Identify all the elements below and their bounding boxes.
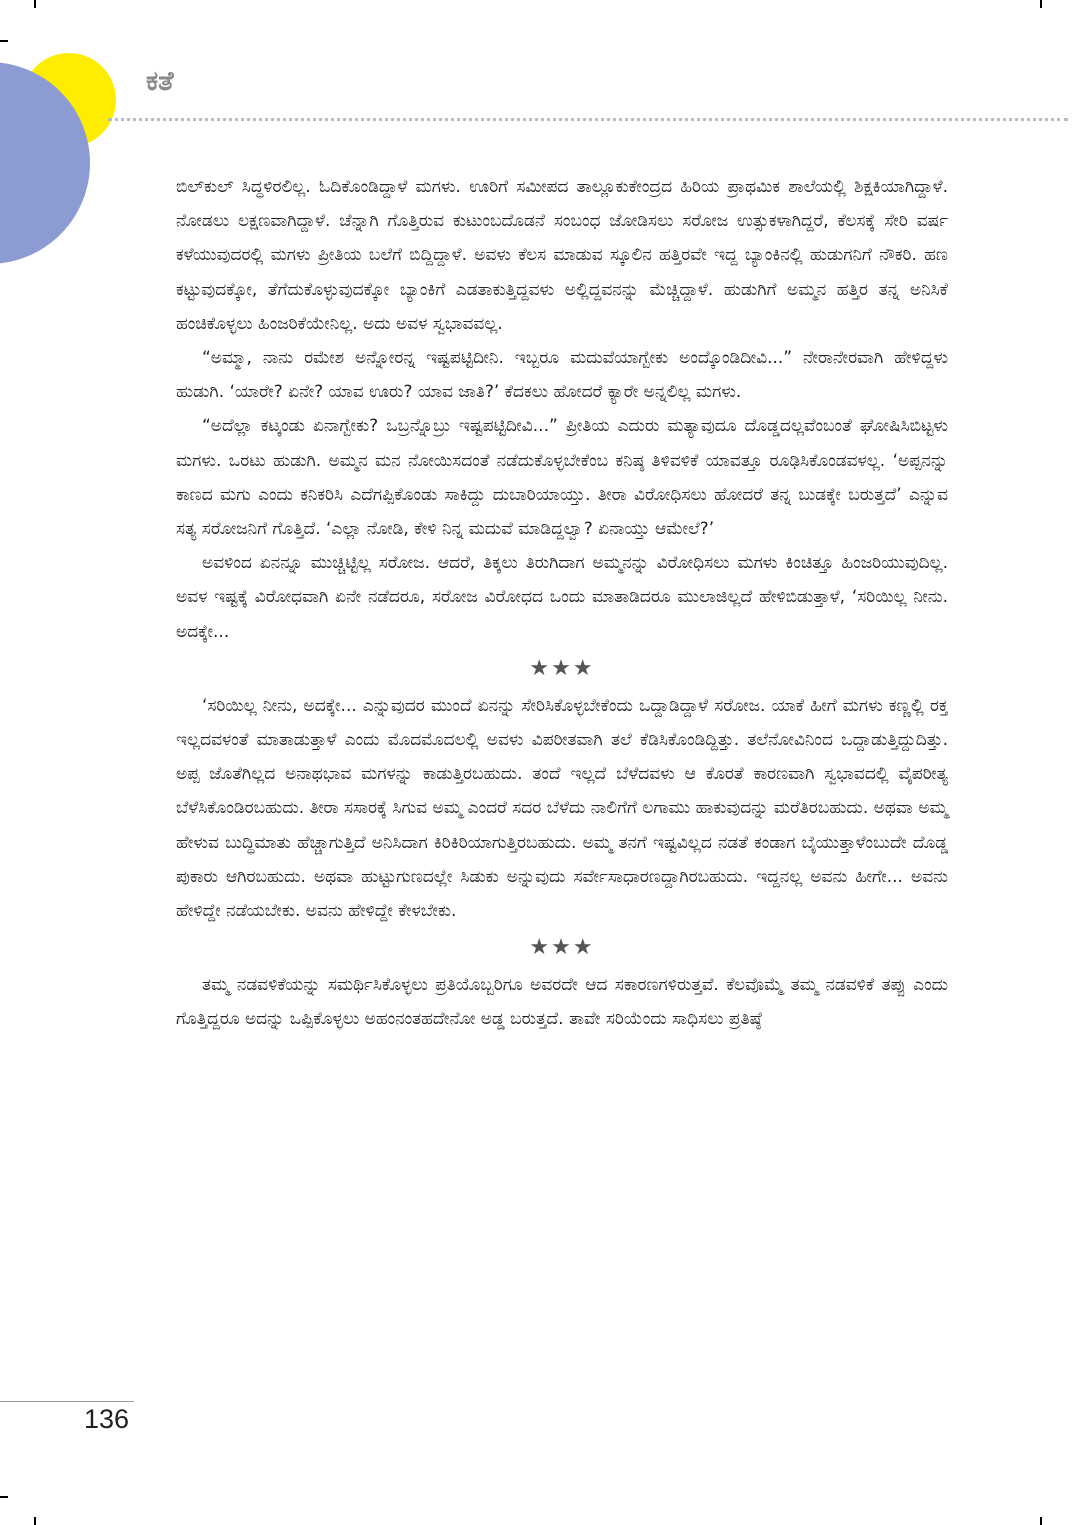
page-number: 136 (84, 1404, 130, 1434)
paragraph-2: “ಅಮ್ಮಾ, ನಾನು ರಮೇಶ ಅನ್ನೋರನ್ನ ಇಷ್ಟಪಟ್ಟಿದೀನಿ. ಇಬ್ಬರೂ ಮದುವೆಯಾಗ್ಬೇಕು ಅಂದ್ಕೊಂಡಿದೀವಿ...” ನೇರಾನೇರವಾಗಿ ಹೇಳಿದ್ದಳು ಹುಡುಗಿ. ‘ಯಾರೇ? ಏನೇ? ಯಾವ ಊರು? ಯಾವ ಜಾತಿ?’ ಕೆದಕಲು ಹೋದರೆ ಕ್ಯಾರೇ ಅನ್ನಲಿಲ್ಲ ಮಗಳು. (176, 348, 948, 403)
paragraph-3: “ಅದೆಲ್ಲಾ ಕಟ್ಕಂಡು ಏನಾಗ್ಬೇಕು? ಒಬ್ರನ್ನೊಬ್ರು ಇಷ್ಟಪಟ್ಟಿದೀವಿ...” ಪ್ರೀತಿಯ ಎದುರು ಮತ್ಯಾವುದೂ ದೊಡ್ಡದಲ್ಲವೆಂಬಂತೆ ಘೋಷಿಸಿಬಿಟ್ಟಳು ಮಗಳು. ಒರಟು ಹುಡುಗಿ. ಅಮ್ಮನ ಮನ ನೋಯಿಸದಂತೆ ನಡೆದುಕೊಳ್ಳಬೇಕೆಂಬ ಕನಿಷ್ಠ ತಿಳಿವಳಿಕೆ ಯಾವತ್ತೂ ರೂಢಿಸಿಕೊಂಡವಳಲ್ಲ. ‘ಅಪ್ಪನನ್ನು ಕಾಣದ ಮಗು ಎಂದು ಕನಿಕರಿಸಿ ಎದೆಗಪ್ಪಿಕೊಂಡು ಸಾಕಿದ್ದು ದುಬಾರಿಯಾಯ್ತು. ತೀರಾ ವಿರೋಧಿಸಲು ಹೋದರೆ ತನ್ನ ಬುಡಕ್ಕೇ ಬರುತ್ತದೆ’ ಎನ್ನುವ ಸತ್ಯ ಸರೋಜನಿಗೆ ಗೊತ್ತಿದೆ. ‘ಎಲ್ಲಾ ನೋಡಿ, ಕೇಳಿ ನಿನ್ನ ಮದುವೆ ಮಾಡಿದ್ದಲ್ವಾ? ಏನಾಯ್ತು ಆಮೇಲೆ?’ (176, 416, 948, 540)
crop-mark (34, 1517, 36, 1525)
section-title: ಕತೆ (146, 66, 174, 97)
crop-mark (0, 1496, 8, 1498)
footer-divider (0, 1401, 134, 1402)
paragraph-1: ಬಿಲ್‌ಕುಲ್ ಸಿದ್ಧಳಿರಲಿಲ್ಲ. ಓದಿಕೊಂಡಿದ್ದಾಳೆ ಮಗಳು. ಊರಿಗೆ ಸಮೀಪದ ತಾಲ್ಲೂಕುಕೇಂದ್ರದ ಹಿರಿಯ ಪ್ರಾಥಮಿಕ ಶಾಲೆಯಲ್ಲಿ ಶಿಕ್ಷಕಿಯಾಗಿದ್ದಾಳೆ. ನೋಡಲು ಲಕ್ಷಣವಾಗಿದ್ದಾಳೆ. ಚೆನ್ನಾಗಿ ಗೊತ್ತಿರುವ ಕುಟುಂಬದೊಡನೆ ಸಂಬಂಧ ಜೋಡಿಸಲು ಸರೋಜ ಉತ್ಸುಕಳಾಗಿದ್ದರೆ, ಕೆಲಸಕ್ಕೆ ಸೇರಿ ವರ್ಷ ಕಳೆಯುವುದರಲ್ಲಿ ಮಗಳು ಪ್ರೀತಿಯ ಬಲೆಗೆ ಬಿದ್ದಿದ್ದಾಳೆ. ಅವಳು ಕೆಲಸ ಮಾಡುವ ಸ್ಕೂಲಿನ ಹತ್ತಿರವೇ ಇದ್ದ ಬ್ಯಾಂಕಿನಲ್ಲಿ ಹುಡುಗನಿಗೆ ನೌಕರಿ. ಹಣ ಕಟ್ಟುವುದಕ್ಕೋ, ತೆಗೆದುಕೊಳ್ಳುವುದಕ್ಕೋ ಬ್ಯಾಂಕಿಗೆ ಎಡತಾಕುತ್ತಿದ್ದವಳು ಅಲ್ಲಿದ್ದವನನ್ನು ಮೆಚ್ಚಿದ್ದಾಳೆ. ಹುಡುಗಿಗೆ ಅಮ್ಮನ ಹತ್ತಿರ ತನ್ನ ಅನಿಸಿಕೆ ಹಂಚಿಕೊಳ್ಳಲು ಹಿಂಜರಿಕೆಯೇನಿಲ್ಲ. ಅದು ಅವಳ ಸ್ವಭಾವವಲ್ಲ. (176, 177, 948, 334)
crop-mark (0, 40, 8, 42)
header-divider (108, 118, 1068, 121)
section-separator: ★★★ (529, 935, 595, 961)
paragraph-4: ಅವಳಿಂದ ಏನನ್ನೂ ಮುಚ್ಚಿಟ್ಟಿಲ್ಲ ಸರೋಜ. ಆದರೆ, ತಿಕ್ಕಲು ತಿರುಗಿದಾಗ ಅಮ್ಮನನ್ನು ವಿರೋಧಿಸಲು ಮಗಳು ಕಿಂಚಿತ್ತೂ ಹಿಂಜರಿಯುವುದಿಲ್ಲ. ಅವಳ ಇಷ್ಟಕ್ಕೆ ವಿರೋಧವಾಗಿ ಏನೇ ನಡೆದರೂ, ಸರೋಜ ವಿರೋಧದ ಒಂದು ಮಾತಾಡಿದರೂ ಮುಲಾಜಿಲ್ಲದೆ ಹೇಳಿಬಿಡುತ್ತಾಳೆ, ‘ಸರಿಯಿಲ್ಲ ನೀನು. ಅದಕ್ಕೇ... (176, 553, 948, 642)
story-body (176, 170, 948, 1037)
paragraph-5: ‘ಸರಿಯಿಲ್ಲ ನೀನು, ಅದಕ್ಕೇ... ಎನ್ನುವುದರ ಮುಂದೆ ಏನನ್ನು ಸೇರಿಸಿಕೊಳ್ಳಬೇಕೆಂದು ಒದ್ದಾಡಿದ್ದಾಳೆ ಸರೋಜ. ಯಾಕೆ ಹೀಗೆ ಮಗಳು ಕಣ್ಣಲ್ಲಿ ರಕ್ತ ಇಲ್ಲದವಳಂತೆ ಮಾತಾಡುತ್ತಾಳೆ ಎಂದು ಮೊದಮೊದಲಲ್ಲಿ ಅವಳು ವಿಪರೀತವಾಗಿ ತಲೆ ಕೆಡಿಸಿಕೊಂಡಿದ್ದಿತ್ತು. ತಲೆನೋವಿನಿಂದ ಒದ್ದಾಡುತ್ತಿದ್ದುದಿತ್ತು. ಅಪ್ಪ ಜೊತೆಗಿಲ್ಲದ ಅನಾಥಭಾವ ಮಗಳನ್ನು ಕಾಡುತ್ತಿರಬಹುದು. ತಂದೆ ಇಲ್ಲದೆ ಬೆಳೆದವಳು ಆ ಕೊರತೆ ಕಾರಣವಾಗಿ ಸ್ವಭಾವದಲ್ಲಿ ವೈಪರೀತ್ಯ ಬೆಳೆಸಿಕೊಂಡಿರಬಹುದು. ತೀರಾ ಸಸಾರಕ್ಕೆ ಸಿಗುವ ಅಮ್ಮ ಎಂದರೆ ಸದರ ಬೆಳೆದು ನಾಲಿಗೆಗೆ ಲಗಾಮು ಹಾಕುವುದನ್ನು ಮರೆತಿರಬಹುದು. ಅಥವಾ ಅಮ್ಮ ಹೇಳುವ ಬುದ್ಧಿಮಾತು ಹೆಚ್ಚಾಗುತ್ತಿದೆ ಅನಿಸಿದಾಗ ಕಿರಿಕಿರಿಯಾಗುತ್ತಿರಬಹುದು. ಅಮ್ಮ ತನಗೆ ಇಷ್ಟವಿಲ್ಲದ ನಡತೆ ಕಂಡಾಗ ಬೈಯುತ್ತಾಳೆಂಬುದೇ ದೊಡ್ಡ ಪುಕಾರು ಆಗಿರಬಹುದು. ಅಥವಾ ಹುಟ್ಟುಗುಣದಲ್ಲೇ ಸಿಡುಕು ಅನ್ನುವುದು ಸರ್ವೇಸಾಧಾರಣದ್ದಾಗಿರಬಹುದು. ಇದ್ದನಲ್ಲ ಅವನು ಹೀಗೇ... ಅವನು ಹೇಳಿದ್ದೇ ನಡೆಯಬೇಕು. ಅವನು ಹೇಳಿದ್ದೇ ಕೇಳಬೇಕು. (176, 695, 948, 922)
crop-mark (1040, 1517, 1042, 1525)
paragraph-6: ತಮ್ಮ ನಡವಳಿಕೆಯನ್ನು ಸಮರ್ಥಿಸಿಕೊಳ್ಳಲು ಪ್ರತಿಯೊಬ್ಬರಿಗೂ ಅವರದೇ ಆದ ಸಕಾರಣಗಳಿರುತ್ತವೆ. ಕೆಲವೊಮ್ಮೆ ತಮ್ಮ ನಡವಳಿಕೆ ತಪ್ಪು ಎಂದು ಗೊತ್ತಿದ್ದರೂ ಅದನ್ನು ಒಪ್ಪಿಕೊಳ್ಳಲು ಅಹಂನಂತಹದೇನೋ ಅಡ್ಡ ಬರುತ್ತದೆ. ತಾವೇ ಸರಿಯೆಂದು ಸಾಧಿಸಲು ಪ್ರತಿಷ್ಠೆ (176, 975, 948, 1030)
crop-mark (1040, 0, 1042, 8)
crop-mark (34, 0, 36, 8)
section-separator: ★★★ (529, 655, 595, 681)
